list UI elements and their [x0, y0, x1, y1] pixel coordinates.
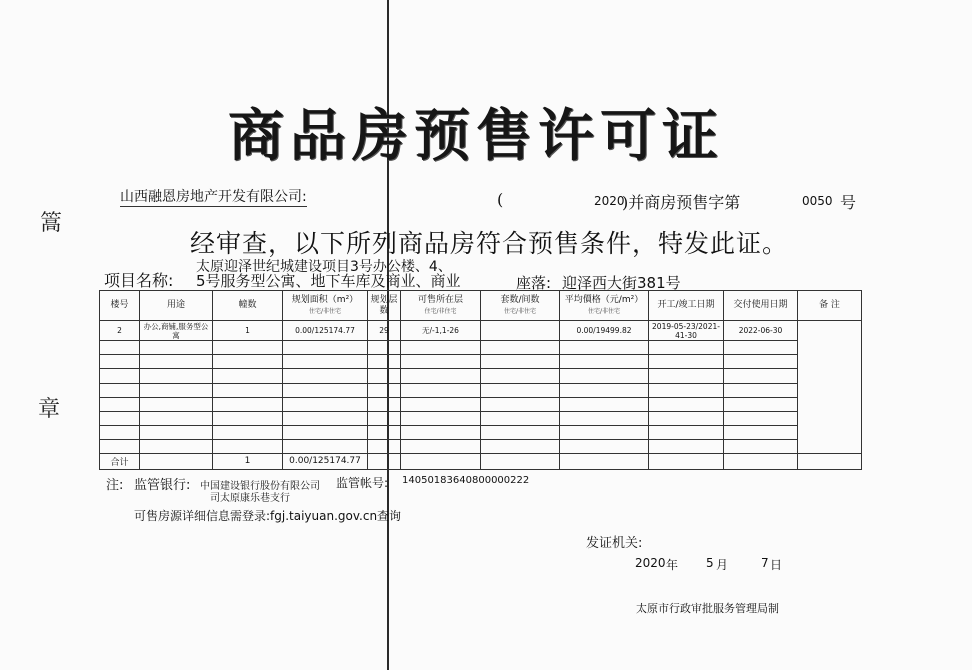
issue-year-unit: 年	[666, 558, 679, 572]
issue-day-unit: 日	[770, 558, 783, 572]
cell-building: 2	[100, 321, 140, 341]
cell-units	[481, 321, 560, 341]
permit-table	[99, 290, 862, 470]
permit-suffix: 号	[840, 193, 857, 212]
header-remark: 备 注	[798, 291, 862, 321]
left-margin-mark-1: 篙	[40, 211, 63, 236]
table-header-row	[100, 291, 862, 321]
location-label: 座落:	[516, 274, 552, 292]
account-number: 14050183640800000222	[402, 475, 530, 486]
permit-open-paren: (	[497, 190, 504, 209]
issuing-organization: 太原市行政审批服务管理局制	[636, 602, 779, 615]
table-row-empty	[100, 425, 862, 439]
cell-count: 1	[213, 321, 283, 341]
table-row-empty	[100, 411, 862, 425]
info-note: 可售房源详细信息需登录:fgj.taiyuan.gov.cn查询	[134, 509, 402, 523]
cell-price: 0.00/19499.82	[560, 321, 649, 341]
issue-month: 5	[706, 556, 714, 570]
project-address: 迎泽西大街381号	[562, 274, 681, 292]
permit-number: 0050	[802, 194, 833, 208]
issue-month-unit: 月	[716, 558, 729, 572]
cell-usage: 办公,商铺,服务型公寓	[140, 321, 213, 341]
project-name-line1: 太原迎泽世纪城建设项目3号办公楼、4、	[196, 259, 452, 275]
cell-dates: 2019-05-23/2021-41-30	[649, 321, 724, 341]
bank-label: 监管银行:	[134, 478, 191, 493]
account-label: 监管帐号:	[336, 476, 389, 490]
header-delivery: 交付使用日期	[724, 291, 798, 321]
header-floors: 规划层数	[368, 291, 401, 321]
developer-company	[120, 186, 307, 206]
table-row-empty	[100, 369, 862, 383]
table-row	[100, 321, 862, 341]
header-area: 规划面积（m²） 住宅/非住宅	[283, 291, 368, 321]
table-total-row	[100, 453, 862, 469]
certification-statement: 经审查，以下所列商品房符合预售条件，特发此证。	[190, 229, 789, 258]
cell-area: 0.00/125174.77	[283, 321, 368, 341]
cell-sale-floors: 无/-1,1-26	[401, 321, 481, 341]
cell-delivery: 2022-06-30	[724, 321, 798, 341]
header-units: 套数/间数 住宅/非住宅	[481, 291, 560, 321]
permit-text: )并商房预售字第	[622, 193, 741, 212]
header-price: 平均價格（元/m²） 住宅/非住宅	[560, 291, 649, 321]
header-count: 幢数	[213, 291, 283, 321]
issuer-label: 发证机关:	[586, 536, 643, 551]
left-margin-mark-2: 章	[38, 397, 61, 422]
table-row-empty	[100, 355, 862, 369]
project-name-label: 项目名称:	[104, 271, 174, 290]
total-area: 0.00/125174.77	[283, 453, 368, 469]
table-row-empty	[100, 383, 862, 397]
total-label: 合计	[100, 453, 140, 469]
notes-prefix: 注:	[106, 478, 124, 493]
bank-name: 中国建设银行股份有限公司	[200, 481, 320, 492]
project-name-line2: 5号服务型公寓、地下车库及商业、商业	[196, 272, 461, 290]
bank-branch: 司太原康乐巷支行	[210, 493, 290, 504]
issue-year: 2020	[635, 556, 666, 570]
table-row-empty	[100, 397, 862, 411]
table-row-empty	[100, 341, 862, 355]
table-row-empty	[100, 439, 862, 453]
header-sale-floors: 可售所在层 住宅/非住宅	[401, 291, 481, 321]
developer-company-name: 山西融恩房地产开发有限公司:	[120, 189, 307, 205]
header-building: 楼号	[100, 291, 140, 321]
header-dates: 开工/竣工日期	[649, 291, 724, 321]
issue-day: 7	[761, 556, 769, 570]
header-usage: 用途	[140, 291, 213, 321]
document-title: 商品房预售许可证	[228, 103, 724, 169]
permit-year: 2020	[594, 194, 625, 208]
cell-remark	[798, 321, 862, 454]
cell-floors: 29	[368, 321, 401, 341]
total-count: 1	[213, 453, 283, 469]
